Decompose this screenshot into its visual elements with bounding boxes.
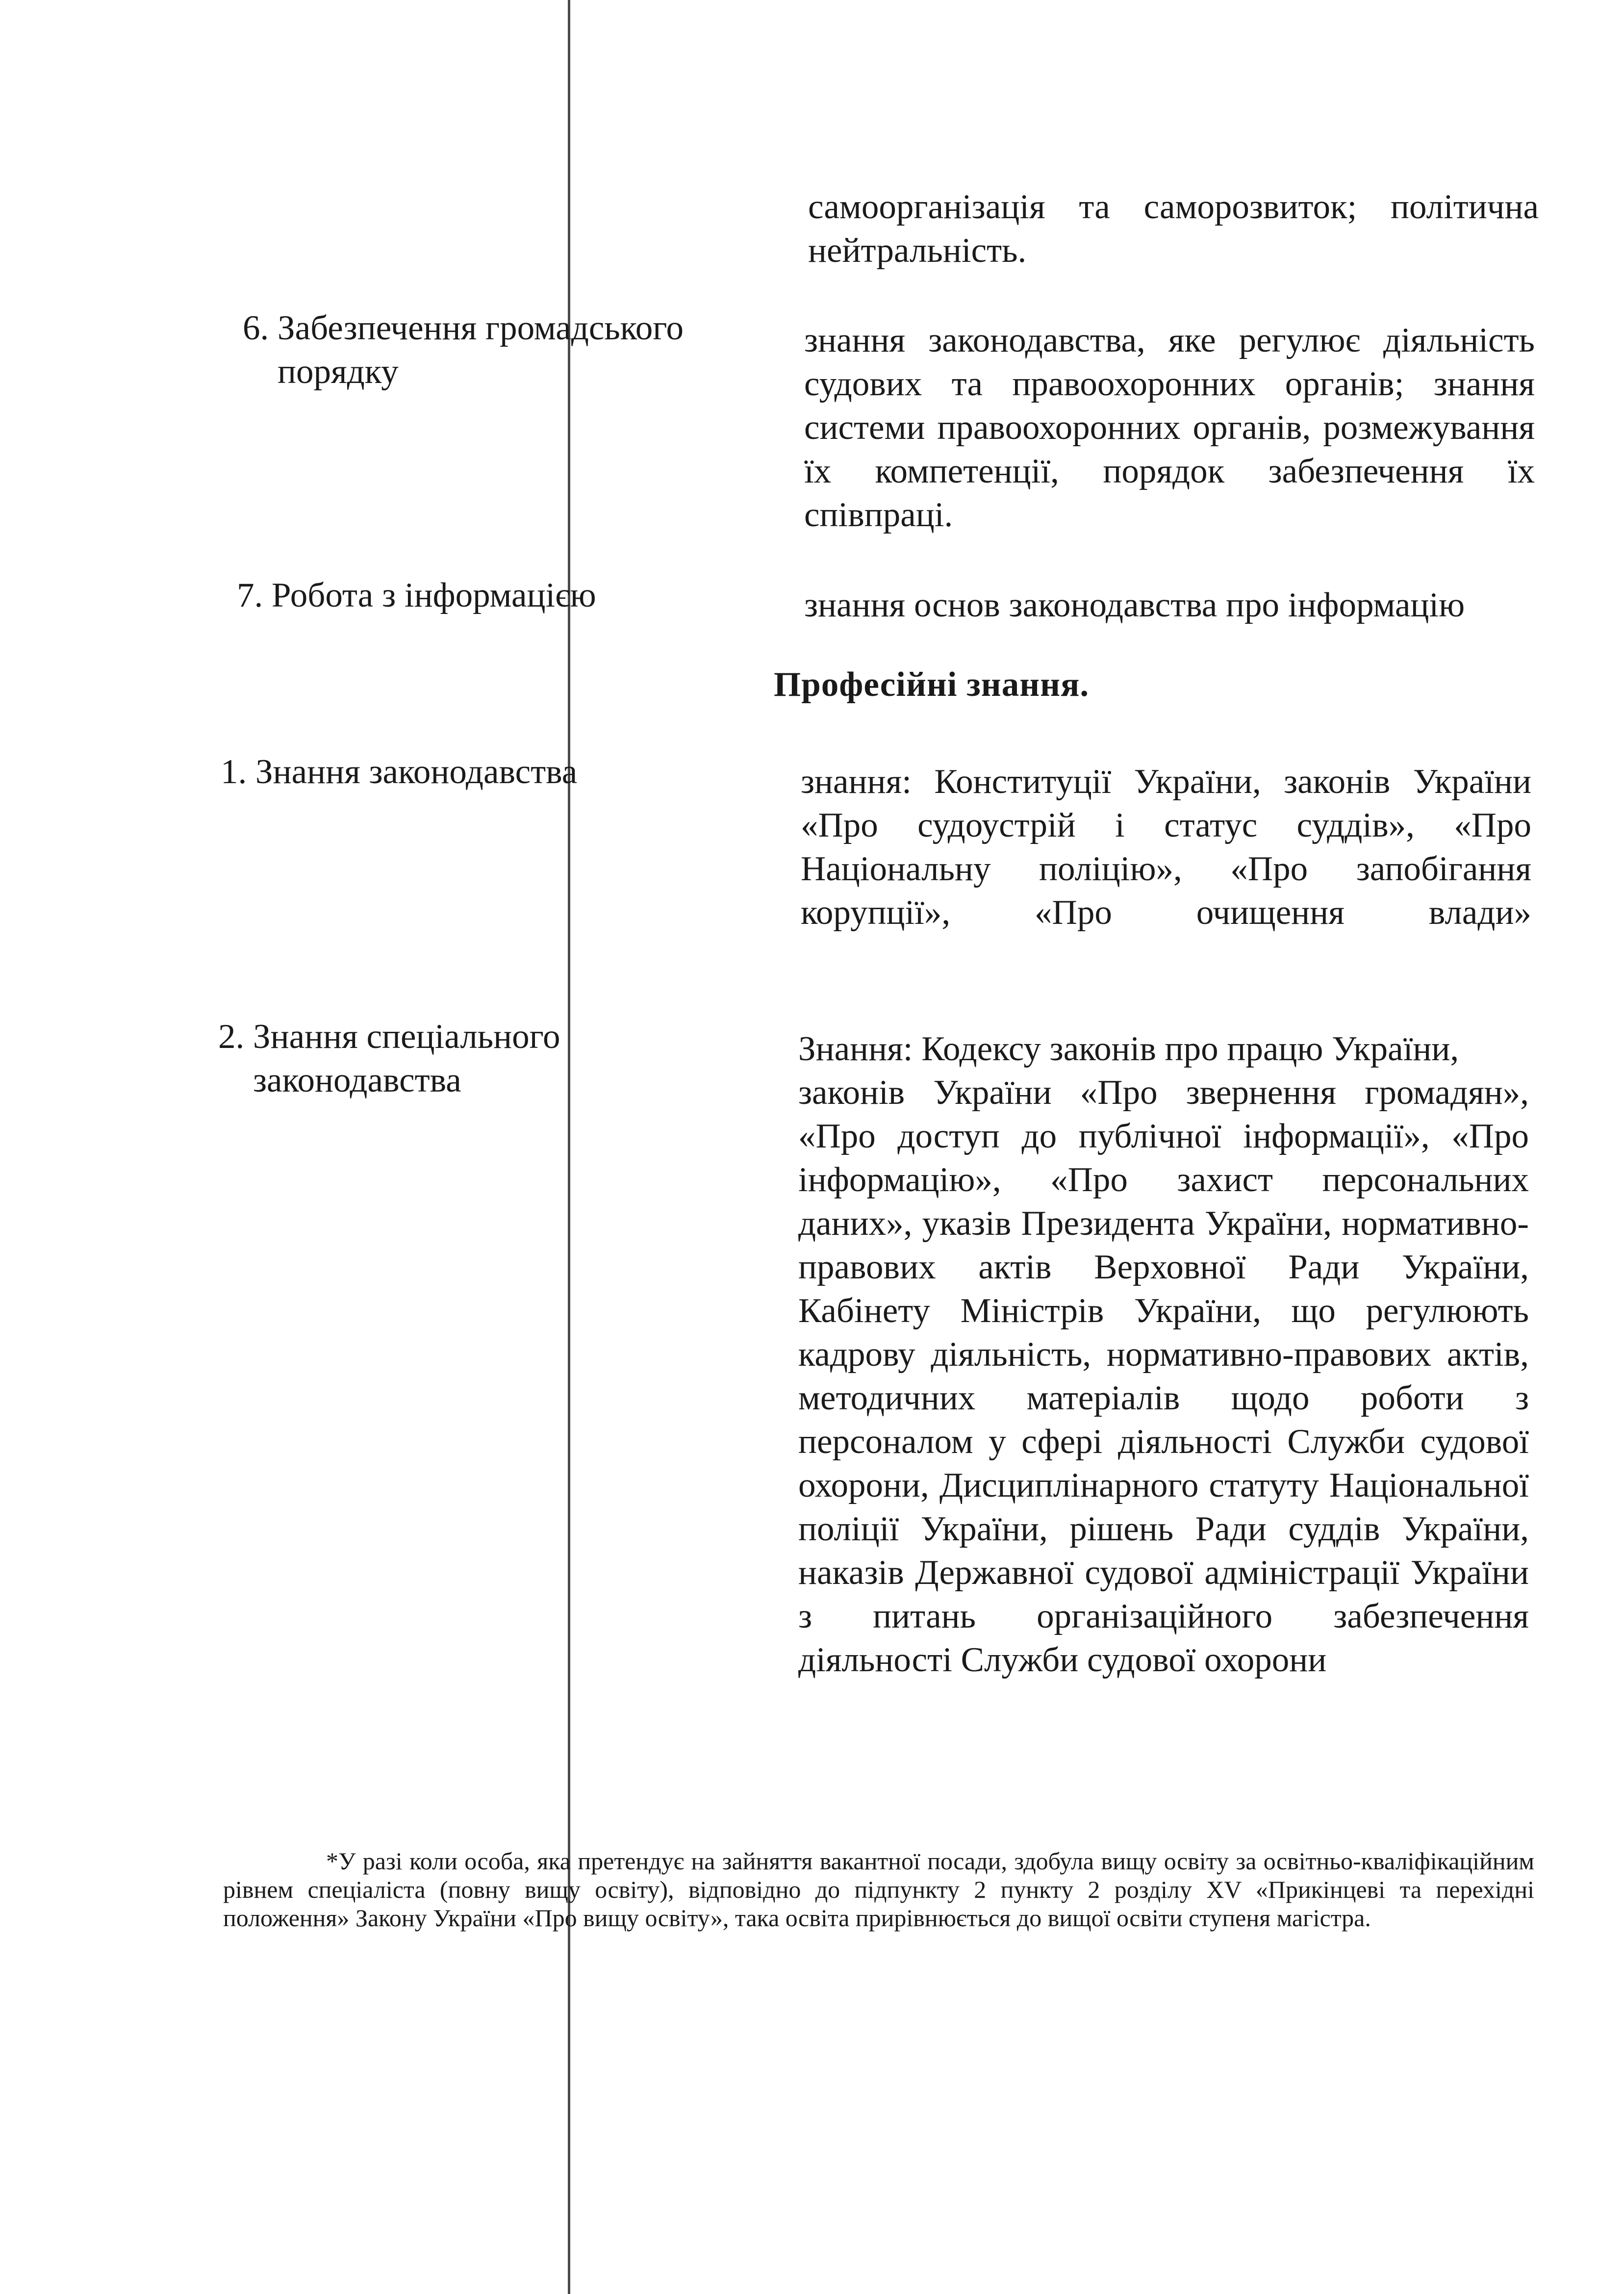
prof-row-2-label: 2. Знання спеціального законодавства (218, 1018, 560, 1099)
row-6-content: знання законодавства, яке регулює діяльність судових та правоохоронних органів; знання системи правоохоронних органів, розмежування їх компетенції, порядок забезпечення їх співпраці. (804, 321, 1535, 534)
professional-knowledge-heading: Професійні знання. (774, 665, 1090, 704)
footnote: *У разі коли особа, яка претендує на зайняття вакантної посади, здобула вищу освіту за освітньо-кваліфікаційним рівнем спеціаліста (повну вищу освіту), відповідно до підпункту 2 пункту 2 розділу XV «Прикінцеві та перехідні положення» Закону України «Про вищу освіту», така освіта прирівнюється до вищої освіти ступеня магістра. (223, 1847, 1534, 1932)
prof-row-2-content-line1: Знання: Кодексу законів про працю України, (798, 1030, 1459, 1068)
prof-row-1-content: знання: Конституції України, законів України «Про судоустрій і статус суддів», «Про Національну поліцію», «Про запобігання корупції», «Про очищення влади» (801, 763, 1531, 932)
prof-row-2-content (798, 1027, 1529, 1682)
continuation-text: самоорганізація та саморозвиток; політична нейтральність. (808, 188, 1539, 270)
row-7-label: 7. Робота з інформацією (237, 576, 596, 614)
prof-row-1-label: 1. Знання законодавства (221, 753, 578, 791)
prof-row-2-content-rest: законів України «Про звернення громадян», «Про доступ до публічної інформації», «Про інформацію», «Про захист персональних даних», указів Президента України, нормативно-правових актів Верховної Ради України, Кабінету Міністрів України, що регулюють кадрову діяльність, нормативно-правових актів, методичних матеріалів щодо роботи з персоналом у сфері діяльності Служби судової охорони, Дисциплінарного статуту Національної поліції України, рішень Ради суддів України, наказів Державної судової адміністрації України з питань організаційного забезпечення діяльності Служби судової охорони (798, 1073, 1529, 1679)
row-6-label: 6. Забезпечення громадського порядку (243, 309, 684, 391)
row-7-content: знання основ законодавства про інформацію (804, 586, 1465, 624)
